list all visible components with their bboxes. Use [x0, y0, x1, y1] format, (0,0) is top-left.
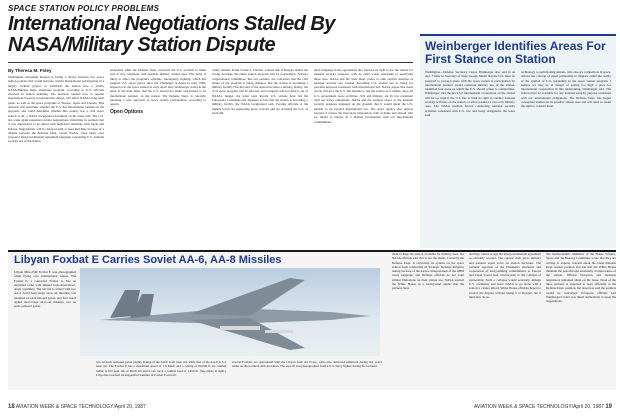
article-column-4 [314, 68, 413, 125]
article-column-2 [110, 68, 206, 117]
photo-caption-right: several Foxbats are operational with the Libyan Arab Air Force, some also delivered enhanced during last year's strike on the northern African nation. The aircraft was photographed from a U.S. Navy fighter during the incident. [232, 360, 382, 369]
article-text: this memorandum. Members of the House Science, Space and Technology Committee wrote that they are writing to express concern about the latest Defense Dept. station position and ask that the White House maintain the peaceful and essentially civilian nature of the station. Official European and Japanese negotiators remained silent on the issue. None of the three partners is expected to react officially to the Defense Dept. position, but observers said the partners would be concerned. European officials said Weinberger's letter was timed deliberately to upset the negotiations. [546, 252, 616, 304]
article-text: Washington—President Reagan is facing a choice between two space station policies that would increase current international participation in a largely civilian project or transform the station into a jointly NASA/Defense Dept. enterprise program, according to U.S. officials involved in station planning. The decision, needed now to resume negotiations but pray to bureaucratic delays, will affect NASA's long-term plans, as well as the space programs of Europe, Japan and Canada. This decision will determine whether the U.S. has international partners in the program, and could determine whether this country has a civil space station at all, a NASA background document on the issue said. The U.S. last week again suspended station negotiations, informing its partners that it was unprepared to go ahead with high-level meetings with Japan and Europe. Negotiations will be delayed until at least mid-May because of a dispute between the Defense Dept. versus NASA. State Dept. over proposed intergovernmental agreement language concerning U.S. national security use of the station. [8, 75, 104, 144]
photo-caption-left: Libyan MiG-25M Foxbat E was photographed while flying over international waters. The Foxbat E, a converted Foxbat A, has an upgraded radar with limited look-down/shoot-down capability. The aircraft is armed with two AA-6 Acrid long-range air-to-air missiles, one mounted on each inboard pylon, and four AA-8 Aphid short-range air-to-air missiles, two on each outboard pylon. [14, 270, 76, 309]
sidebar-column-1 [425, 70, 515, 118]
sidebar-text: Washington—Defense Secretary Caspar Weinberger also said in an Apr. 7 letter to Secretary of State George Shultz that the U.S. must be prepared to proceed alone with the space station if participation by international partners would constrain military use of the station, identified four areas on which the U.S. should refuse to compromise. Weinberger said the price for international cooperation on the station will be too high if the U.S. has to limit its right to conduct national security activities on the station, or allow partners a veto over military uses. The NASA position favors conducting national security activities consistent with U.S. law and treaty obligations, the letter said. [425, 70, 515, 117]
sidebar-headline: Weinberger Identifies Areas For First Stance on Station [425, 39, 606, 66]
footer-left [8, 404, 146, 410]
right-column-3 [546, 252, 616, 305]
page-number-left: 18 [8, 404, 15, 410]
foxbat-aircraft-icon [80, 268, 380, 356]
article-text: plicit language in the agreements that reserves its right to use the station for national security purposes, with no other words restricting or specifying those uses. NASA and the State Dept. prefer to omit explicit mention of national security use, instead describing U.S. station use as being for peaceful purposes consistent with international law. NASA argues that those words will give the U.S. full latitude to use the station as it wishes, since all U.S. government space activities, civil and military, are by law consistent with our treaty obligations. NASA and the partners object to the national security purposes language on the grounds that it would mean the U.S. intends to go beyond international law. The space agency also objects because it creates the inaccurate impression, both at home and abroad, that we intend to behave in a manner inconsistent with our international commitments. [314, 68, 413, 124]
headline-rule [8, 62, 413, 63]
page-number-right: 19 [605, 404, 612, 410]
article-text: cently Airbase Frank Carlucci, Fletcher warned that if Reagan makes the wrong decision, the entire station program will be jeopardized. NASA's congressional committees, like our partners, are concerned that the civil nature of the program is being changed, that the station is becoming a military facility, Fletcher said. If the station becomes a military facility, the civil space program will be affected, and Congress will not fund it out of NASA's budget, the letter said. Recent U.S. actions have led the Europeans, Canadians and Japanese to fear that the station is becoming a military facility, the NASA background said. Foreign officials at the highest levels are expressing grave concern and are accusing the U.S. of bad faith. [212, 68, 308, 115]
byline: By Theresa M. Foley [8, 68, 52, 73]
footer-publication-left: AVIATION WEEK & SPACE TECHNOLOGY/April 20, 1987 [15, 404, 146, 410]
footer-publication-right: AVIATION WEEK & SPACE TECHNOLOGY/April 20, 1987 [473, 404, 604, 410]
section-label: SPACE STATION POLICY PROBLEMS [8, 4, 160, 13]
article-column-3 [212, 68, 308, 116]
subhead-open-options: Open Options [110, 108, 144, 115]
article-text: postponed while the Defense Dept. reviewed the U.S. position to make sure it was consistent with possible military station uses. The delay is likely to affect the program's schedule. Interagency fighting, which has plagued U.S. space policy since the Challenger accident in early 1986, erupted over the space station in early April after Weinberger stated in the letter to the State Dept. that the U.S. should not make concessions to its international partners on the station. The Defense Dept. is currently pursuing a new approach to space station participation, according to reports. [110, 68, 206, 107]
sidebar-text: technology to participating nations, who also are competitors in space. Allows the concept of equal partnership to displace either the reality or the symbol of U.S. leadership in the space station program. I believe we may be in danger of paying too high a price for international cooperation in this undertaking, Weinberger said. The station must be available for any national security purpose consistent with our international obligations. The Defense Dept. has begun conceptual studies on its possible station uses and will need to retain the right to conduct them. [521, 70, 611, 109]
sidebar-column-2 [521, 70, 611, 110]
article-text: and they cannot accept the intergovernmental agreement as currently worded. The current draft gives military and partners equal voice on station decisions. The partners' rejection of the President's invitation and cooperation of long-standing commitments to Europe and Japan would lead, NASA said, to the collapse of partnership. Such a collapse would seriously damage U.S. credibility and leave NASA to go alone with a station it cannot afford. White House officials hoped to resolve the dispute without taking it to Reagan, but it must now do so. [469, 252, 541, 299]
aircraft-photo [80, 268, 380, 356]
article-column-1 [8, 68, 104, 145]
right-column-1 [392, 252, 464, 292]
right-column-2 [469, 252, 541, 300]
sidebar-box [420, 34, 616, 248]
main-headline: International Negotiations Stalled By NASA/Military Station Dispute [8, 13, 335, 56]
photo-title: Libyan Foxbat E Carries Soviet AA-6, AA-8 Missiles [14, 254, 282, 266]
article-text: ment to keep the station available for military uses, but NASA officials said that is not the intent. Currently the Defense Dept. is reviewing its options on the space station from conducting all Strategic Defense Initiative testing because of the narrow interpretation of the ABM treaty language, and Defense officials do not want similar limitations on their station use. NASA warned the White House in a background memo that the partners have [392, 252, 464, 291]
footer-right [474, 404, 612, 410]
photo-caption-mid: two on each outboard pylon (right). Range of the AA-6 is 20 naut. mi. while that of the AA-8 is 3-4 naut. mi. The Foxbat E has a maximum speed of 1.8 Mach and a ceiling of 80,000 ft. Its combat radius is 610 naut. mi. at Mach 0.9 and it can carry a combat load of 1,450 lb. (See photo at right.) Libya has received an unspecified number of Foxbat E aircraft. [96, 360, 226, 377]
